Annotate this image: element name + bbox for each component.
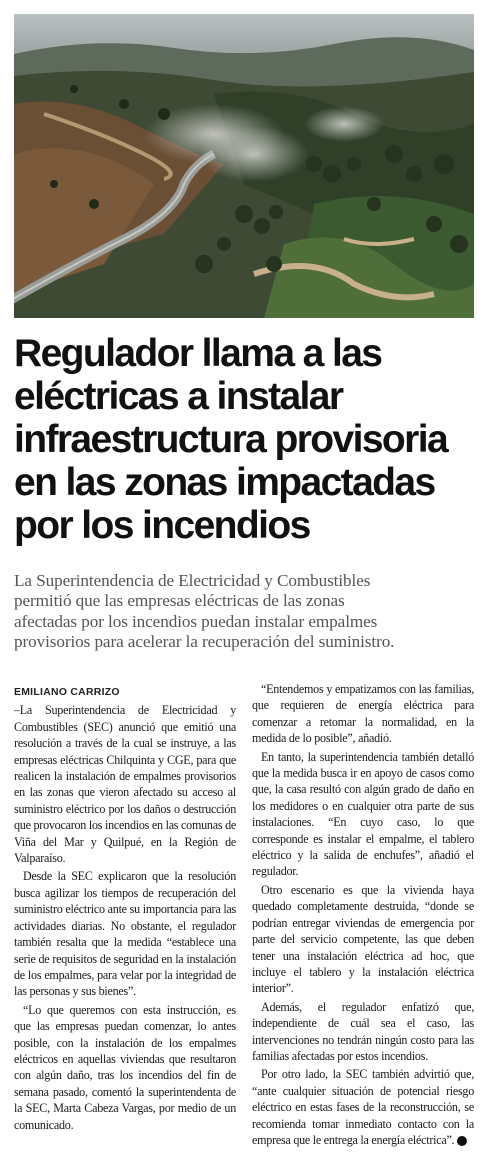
deck-summary: [14, 571, 480, 653]
aerial-fire-landscape-illustration: [14, 14, 474, 318]
deck-line: provisorios para acelerar la recuperación del suministro.: [14, 632, 395, 652]
headline: [14, 332, 480, 547]
headline-line: eléctricas a instalar: [14, 375, 343, 418]
article-paragraph: Otro escenario es que la vivienda haya quedado completamente destruida, “donde se podrían entregar viviendas de emergencia por parte del servicio competente, las que deben tener una instalación eléctrica ad hoc, que incluye el tablero y la instalación eléctrica interior”.: [252, 882, 474, 996]
byline: EMILIANO CARRIZO: [14, 687, 120, 698]
article-column-right: [252, 681, 474, 1150]
deck-line: permitió que las empresas eléctricas de las zonas: [14, 591, 345, 611]
article-column-left: [14, 681, 236, 1135]
article-paragraph: [252, 1066, 474, 1148]
article-paragraph: Desde la SEC explicaron que la resolución busca agilizar los tiempos de recuperación del suministro eléctrico ante su importancia para las actividades diarias. No obstante, el regulador también resalta que la medida “establece una serie de requisitos de seguridad en la instalación de los empalmes, para velar por la integridad de las personas y sus bienes”.: [14, 869, 236, 999]
headline-line: por los incendios: [14, 504, 310, 547]
headline-line: Regulador llama a las: [14, 332, 382, 375]
aerial-fire-photo: [14, 14, 474, 318]
article-paragraph-text: Por otro lado, la SEC también advirtió que, “ante cualquier situación de potencial riesgo eléctrico en estas fases de la reconstrucción, se recomienda tomar inmediato contacto con la empresa que le entrega la energía eléctrica”.: [252, 1067, 474, 1147]
headline-line: infraestructura provisoria: [14, 418, 448, 461]
article-paragraph: En tanto, la superintendencia también detalló que la medida busca ir en apoyo de casos como que, la casa resultó con algún grado de daño en los medidores o en cualquier otra parte de sus instalaciones. “En cuyo caso, lo que corresponde es instalar el empalme, el tablero eléctrico y la salida de enchufes”, añadió el regulador.: [252, 749, 474, 879]
article-paragraph: “Entendemos y empatizamos con las familias, que requieren de energía eléctrica para comenzar a retomar la normalidad, en la medida de lo posible”, añadió.: [252, 682, 474, 746]
end-of-article-icon: P: [457, 1136, 467, 1146]
article-paragraph: Además, el regulador enfatizó que, independiente de cuál sea el caso, las intervenciones no tendrán ningún costo para las familias afectadas por estos incendios.: [252, 999, 474, 1063]
deck-line: afectadas por los incendios puedan instalar empalmes: [14, 611, 378, 631]
deck-line: La Superintendencia de Electricidad y Combustibles: [14, 571, 371, 590]
headline-line: en las zonas impactadas: [14, 461, 435, 504]
article-paragraph: “Lo que queremos con esta instrucción, es que las empresas puedan comenzar, lo antes posible, con la instalación de los empalmes eléctricos en aquellas viviendas que resultaron con algún daño, tras los incendios del fin de semana pasado, comentó la superintendenta de la SEC, Marta Cabeza Vargas, por medio de un comunicado.: [14, 1002, 236, 1132]
article-paragraph: –La Superintendencia de Electricidad y Combustibles (SEC) anunció que emitió una resolución a través de la cual se instruye, a las empresas eléctricas Chilquinta y CGE, para que realicen la instalación de empalmes provisorios en las zonas que vieron afectado su acceso al suministro eléctrico por los daños o destrucción que provocaron los incendios en las comunas de Viña del Mar y Quilpué, en la Región de Valparaíso.: [14, 703, 236, 866]
